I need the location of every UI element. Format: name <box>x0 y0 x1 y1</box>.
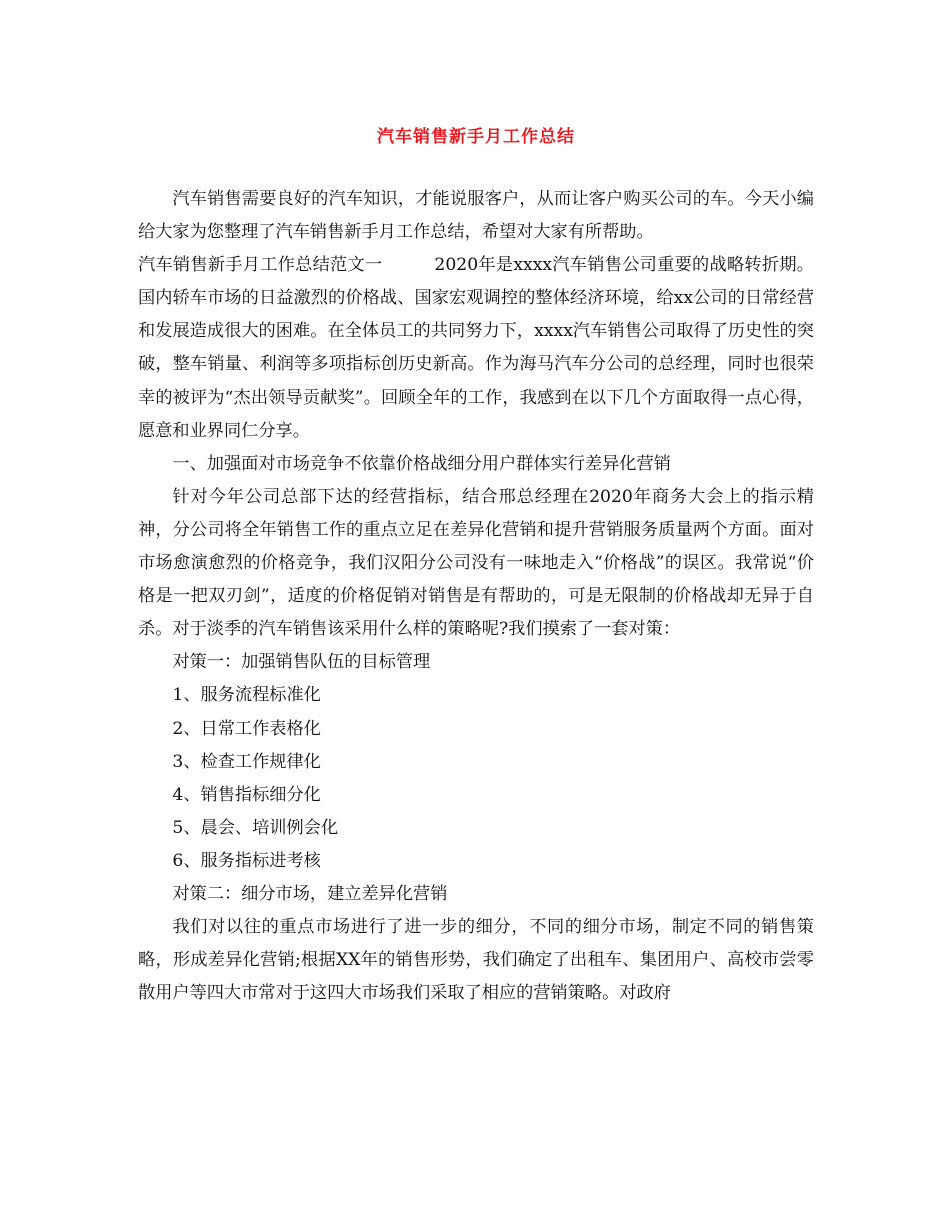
document-title: 汽车销售新手月工作总结 <box>377 127 575 147</box>
strategy-1-heading: 对策一：加强销售队伍的目标管理 <box>172 652 431 673</box>
strategy-2-heading: 对策二：细分市场，建立差异化营销 <box>172 883 448 904</box>
section-1-heading: 一、加强面对市场竞争不依靠价格战细分用户群体实行差异化营销 <box>172 453 671 474</box>
strategy-2-body: 我们对以往的重点市场进行了进一步的细分，不同的细分市场，制定不同的销售策略，形成差异化营销;根据XX年的销售形势，我们确定了出租车、集团用户、高校市尝零散用户等四大市常对于这四大市场我们采取了相应的营销策略。对政府 <box>138 917 814 1004</box>
list-item: 5、晨会、培训例会化 <box>172 817 339 838</box>
sample-paragraph <box>138 249 814 448</box>
intro-paragraph: 汽车销售需要良好的汽车知识，才能说服客户，从而让客户购买公司的车。今天小编给大家为您整理了汽车销售新手月工作总结，希望对大家有所帮助。 <box>138 189 814 243</box>
list-item: 6、服务指标进考核 <box>172 850 321 871</box>
section-1-body: 针对今年公司总部下达的经营指标，结合邢总经理在2020年商务大会上的指示精神，分公司将全年销售工作的重点立足在差异化营销和提升营销服务质量两个方面。面对市场愈演愈烈的价格竞争，我们汉阳分公司没有一味地走入“价格战”的误区。我常说“价格是一把双刃剑”，适度的价格促销对销售是有帮助的，可是无限制的价格战却无异于自杀。对于淡季的汽车销售该采用什么样的策略呢?我们摸索了一套对策： <box>138 486 814 640</box>
list-item: 4、销售指标细分化 <box>172 784 321 805</box>
document-body <box>138 183 814 1010</box>
list-item: 3、检查工作规律化 <box>172 751 321 772</box>
sample-heading: 汽车销售新手月工作总结范文一 <box>138 255 383 276</box>
list-item: 1、服务流程标准化 <box>172 685 321 706</box>
sample-body: 2020年是xxxx汽车销售公司重要的战略转折期。国内轿车市场的日益激烈的价格战、国家宏观调控的整体经济环境，给xx公司的日常经营和发展造成很大的困难。在全体员工的共同努力下，xxxx汽车销售公司取得了历史性的突破，整车销量、利润等多项指标创历史新高。作为海马汽车分公司的总经理，同时也很荣幸的被评为“杰出领导贡献奖”。回顾全年的工作，我感到在以下几个方面取得一点心得，愿意和业界同仁分享。 <box>138 255 814 441</box>
list-item: 2、日常工作表格化 <box>172 718 321 739</box>
